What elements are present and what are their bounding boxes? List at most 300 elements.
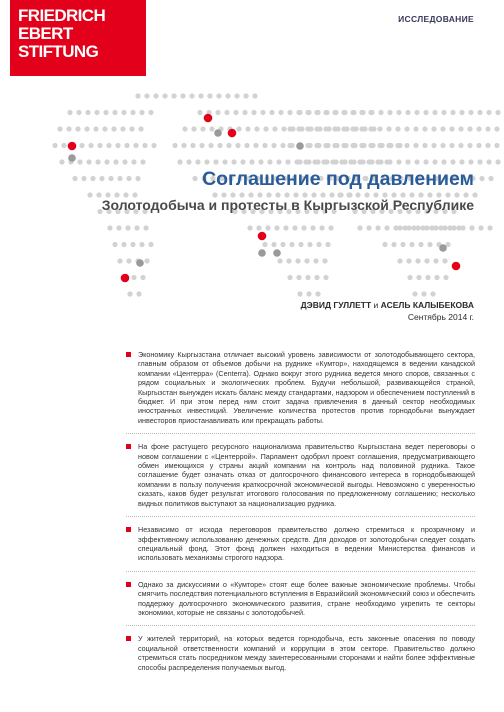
map-dot: [391, 242, 396, 247]
map-dot: [476, 143, 481, 148]
map-dot: [384, 225, 389, 230]
map-dot: [242, 110, 247, 115]
map-dot: [413, 143, 418, 148]
map-dot: [315, 291, 320, 296]
map-dot: [180, 93, 185, 98]
map-dot: [322, 258, 327, 263]
map-dot: [61, 143, 66, 148]
map-dot: [77, 159, 82, 164]
map-dot: [450, 110, 455, 115]
map-dot: [306, 110, 311, 115]
map-dot: [103, 110, 108, 115]
map-dot: [67, 110, 72, 115]
map-dot: [260, 110, 265, 115]
map-dot: [197, 110, 202, 115]
map-dot: [253, 143, 258, 148]
map-dot: [377, 143, 382, 148]
map-dot: [460, 225, 465, 230]
map-dot: [441, 159, 446, 164]
divider: [126, 516, 475, 517]
divider: [126, 433, 475, 434]
map-dot: [182, 126, 187, 131]
map-dot: [467, 126, 472, 131]
map-dot: [121, 242, 126, 247]
map-dot: [234, 93, 239, 98]
author-2: АСЕЛЬ КАЛЫБЕКОВА: [380, 300, 474, 310]
map-dot: [125, 225, 130, 230]
map-dot: [323, 275, 328, 280]
map-dot: [378, 110, 383, 115]
map-dot: [332, 143, 337, 148]
map-dot: [487, 225, 492, 230]
map-dot: [449, 143, 454, 148]
map-dot: [198, 93, 203, 98]
map-accent-dot: [258, 232, 267, 241]
map-dot: [95, 159, 100, 164]
map-accent-dot: [273, 249, 281, 257]
map-dot: [413, 126, 418, 131]
map-dot: [418, 242, 423, 247]
map-dot: [328, 225, 333, 230]
map-dot: [368, 126, 373, 131]
map-dot: [404, 126, 409, 131]
fes-logo: [10, 0, 146, 76]
map-dot: [88, 143, 93, 148]
map-dot: [298, 242, 303, 247]
map-dot: [396, 159, 401, 164]
map-dot: [153, 93, 158, 98]
map-dot: [495, 159, 500, 164]
map-dot: [416, 275, 421, 280]
map-dot: [79, 143, 84, 148]
page-subtitle: Золотодобыча и протесты в Кыргызской Республике: [101, 197, 474, 213]
map-dot: [151, 143, 156, 148]
map-dot: [332, 126, 337, 131]
divider: [126, 625, 475, 626]
map-dot: [477, 159, 482, 164]
map-dot: [162, 93, 167, 98]
map-dot: [366, 225, 371, 230]
map-dot: [314, 275, 319, 280]
bullet-text: Однако за дискуссиями о «Кумторе» стоят еще более важные экономические проблемы. Чтобы смягчить последствия потенциального вступления в Евразийский экономический союз и обеспечить поддержку долгосрочного экономического развития, стране необходимо укрепить те секторы экономики, которые не связаны с золотодобычей.: [138, 579, 476, 617]
map-dot: [341, 126, 346, 131]
map-dot: [107, 225, 112, 230]
map-dot: [124, 143, 129, 148]
map-dot: [287, 275, 292, 280]
map-dot: [469, 225, 474, 230]
map-dot: [236, 126, 241, 131]
map-dot: [360, 159, 365, 164]
map-dot: [139, 242, 144, 247]
map-dot: [292, 225, 297, 230]
map-dot: [57, 126, 62, 131]
map-dot: [136, 291, 141, 296]
map-dot: [386, 143, 391, 148]
map-dot: [195, 159, 200, 164]
map-dot: [243, 93, 248, 98]
map-dot: [66, 126, 71, 131]
map-accent-dot: [204, 114, 213, 123]
map-dot: [314, 126, 319, 131]
map-dot: [415, 258, 420, 263]
summary-bullet-list: [126, 350, 475, 680]
map-dot: [286, 258, 291, 263]
map-dot: [341, 143, 346, 148]
map-dot: [405, 159, 410, 164]
map-dot: [315, 159, 320, 164]
map-dot: [97, 143, 102, 148]
map-dot: [120, 126, 125, 131]
map-dot: [432, 110, 437, 115]
map-dot: [395, 126, 400, 131]
map-dot: [297, 110, 302, 115]
map-dot: [387, 110, 392, 115]
map-dot: [200, 126, 205, 131]
map-dot: [488, 176, 493, 181]
map-dot: [427, 242, 432, 247]
map-dot: [425, 275, 430, 280]
map-dot: [287, 143, 292, 148]
map-dot: [86, 159, 91, 164]
map-dot: [396, 110, 401, 115]
map-dot: [359, 126, 364, 131]
map-dot: [314, 143, 319, 148]
map-dot: [440, 126, 445, 131]
map-dot: [283, 225, 288, 230]
map-dot: [316, 242, 321, 247]
map-accent-dot: [452, 262, 461, 271]
map-dot: [142, 143, 147, 148]
map-dot: [434, 275, 439, 280]
map-dot: [333, 159, 338, 164]
map-dot: [301, 225, 306, 230]
map-dot: [106, 143, 111, 148]
map-dot: [133, 143, 138, 148]
map-dot: [278, 110, 283, 115]
map-dot: [369, 159, 374, 164]
map-dot: [478, 225, 483, 230]
map-dot: [116, 225, 121, 230]
map-dot: [181, 143, 186, 148]
map-dot: [245, 126, 250, 131]
map-dot: [431, 143, 436, 148]
map-dot: [405, 110, 410, 115]
map-dot: [323, 143, 328, 148]
map-dot: [422, 143, 427, 148]
logo-line-3: STIFTUNG: [18, 42, 99, 61]
map-dot: [247, 225, 252, 230]
map-dot: [271, 242, 276, 247]
map-dot: [287, 126, 292, 131]
publication-date: Сентябрь 2014 г.: [407, 312, 474, 322]
map-dot: [395, 143, 400, 148]
map-dot: [189, 93, 194, 98]
map-accent-dot: [214, 129, 222, 137]
map-dot: [274, 225, 279, 230]
logo-line-2: EBERT: [18, 24, 73, 43]
map-dot: [258, 159, 263, 164]
map-dot: [459, 110, 464, 115]
map-dot: [177, 159, 182, 164]
map-dot: [368, 143, 373, 148]
map-dot: [172, 143, 177, 148]
map-dot: [315, 110, 320, 115]
document-type: ИССЛЕДОВАНИЕ: [398, 14, 474, 24]
map-dot: [104, 159, 109, 164]
map-dot: [378, 159, 383, 164]
map-dot: [430, 291, 435, 296]
map-dot: [387, 159, 392, 164]
map-dot: [377, 126, 382, 131]
map-dot: [297, 291, 302, 296]
author-1: ДЭВИД ГУЛЛЕТТ: [300, 300, 372, 310]
map-dot: [138, 126, 143, 131]
map-dot: [216, 93, 221, 98]
map-dot: [495, 110, 500, 115]
map-dot: [424, 258, 429, 263]
map-dot: [449, 126, 454, 131]
bullet-text: Независимо от исхода переговоров правительство должно стремиться к прозрачному и эффективному использованию денежных средств. Для доходов от золотодобычи следует создать специальный фонд. Этот фонд должен находиться в ведении Министерства финансов и использовать механизмы строгого надзора.: [138, 525, 475, 563]
map-dot: [443, 275, 448, 280]
map-dot: [397, 258, 402, 263]
map-dot: [414, 110, 419, 115]
map-dot: [130, 242, 135, 247]
map-dot: [144, 93, 149, 98]
map-dot: [468, 159, 473, 164]
map-dot: [244, 143, 249, 148]
map-accent-dot: [296, 142, 304, 150]
map-dot: [442, 225, 447, 230]
map-dot: [296, 126, 301, 131]
map-dot: [468, 110, 473, 115]
page-title: Соглашение под давлением: [202, 168, 474, 190]
map-dot: [431, 126, 436, 131]
map-dot: [451, 225, 456, 230]
bullet-item: [126, 442, 475, 508]
map-dot: [423, 159, 428, 164]
map-dot: [476, 126, 481, 131]
map-dot: [433, 258, 438, 263]
map-dot: [287, 110, 292, 115]
map-dot: [360, 110, 365, 115]
map-dot: [256, 225, 261, 230]
map-dot: [148, 242, 153, 247]
map-dot: [254, 126, 259, 131]
map-accent-dot: [258, 249, 266, 257]
map-dot: [421, 291, 426, 296]
map-dot: [414, 159, 419, 164]
map-dot: [276, 159, 281, 164]
map-dot: [486, 110, 491, 115]
map-accent-dot: [136, 259, 144, 267]
map-dot: [357, 225, 362, 230]
map-dot: [112, 110, 117, 115]
map-dot: [351, 110, 356, 115]
map-dot: [350, 143, 355, 148]
map-dot: [477, 110, 482, 115]
map-dot: [204, 159, 209, 164]
map-dot: [486, 159, 491, 164]
map-dot: [306, 159, 311, 164]
map-dot: [265, 225, 270, 230]
map-dot: [296, 275, 301, 280]
map-dot: [494, 143, 499, 148]
map-dot: [458, 143, 463, 148]
bullet-item: [126, 525, 475, 563]
map-dot: [375, 225, 380, 230]
bullet-text: У жителей территорий, на которых ведется горнодобыча, есть законные опасения по поводу социальной ответственности компаний и коррупции в этом секторе. Правительство должно стремиться стать посредником между заинтересованными сторонами и найти более эффективные способы распределения получаемых выгод.: [138, 634, 475, 672]
bullet-text: Экономику Кыргызстана отличает высокий уровень зависимости от золотодобывающего сектора, главным образом от объемов добычи на руднике «Кумтор», находящемся в ведении канадской компании «Центерра» (Centerra). Однако вокруг этого рудника ведется много споров, связанных с рядом социальных и экологических проблем. Будучи небольшой, развивающейся страной, Кыргызстан вынужден искать баланс между стандартами, надзором и обеспечением поступлений в бюджет. И при этом перед ним стоит задача привлечения в данный сектор необходимых иностранных инвестиций. Увеличение количества протестов против горнодобычи вынуждает инвесторов приостанавливать или прекращать работы.: [138, 350, 475, 425]
map-dot: [131, 159, 136, 164]
map-dot: [272, 126, 277, 131]
map-dot: [111, 126, 116, 131]
map-dot: [406, 225, 411, 230]
map-dot: [324, 159, 329, 164]
map-dot: [324, 110, 329, 115]
map-dot: [313, 258, 318, 263]
map-dot: [262, 143, 267, 148]
map-dot: [224, 110, 229, 115]
map-dot: [102, 126, 107, 131]
map-dot: [281, 126, 286, 131]
map-dot: [190, 143, 195, 148]
map-dot: [112, 242, 117, 247]
map-dot: [342, 110, 347, 115]
map-dot: [305, 126, 310, 131]
authors: [0, 300, 474, 310]
map-dot: [209, 126, 214, 131]
map-dot: [350, 126, 355, 131]
map-dot: [262, 242, 267, 247]
map-dot: [479, 176, 484, 181]
map-dot: [76, 110, 81, 115]
map-dot: [233, 110, 238, 115]
bullet-item: [126, 350, 475, 425]
map-dot: [285, 159, 290, 164]
map-dot: [467, 143, 472, 148]
map-dot: [144, 258, 149, 263]
map-dot: [307, 242, 312, 247]
map-dot: [143, 225, 148, 230]
map-dot: [130, 110, 135, 115]
map-dot: [222, 159, 227, 164]
map-dot: [122, 159, 127, 164]
bullet-square-icon: [126, 352, 131, 357]
map-dot: [359, 143, 364, 148]
map-dot: [297, 159, 302, 164]
map-dot: [231, 159, 236, 164]
map-dot: [441, 110, 446, 115]
map-dot: [415, 225, 420, 230]
map-dot: [52, 143, 57, 148]
map-dot: [186, 159, 191, 164]
map-dot: [140, 275, 145, 280]
map-dot: [199, 143, 204, 148]
map-dot: [440, 143, 445, 148]
map-dot: [171, 93, 176, 98]
divider: [126, 571, 475, 572]
map-dot: [333, 110, 338, 115]
bullet-square-icon: [126, 444, 131, 449]
map-dot: [323, 126, 328, 131]
map-dot: [113, 159, 118, 164]
dot-world-map-decoration: [0, 88, 504, 304]
logo-line-1: FRIEDRICH: [18, 6, 106, 25]
map-dot: [409, 242, 414, 247]
map-dot: [485, 126, 490, 131]
map-dot: [235, 143, 240, 148]
map-dot: [127, 291, 132, 296]
map-dot: [217, 143, 222, 148]
map-dot: [280, 242, 285, 247]
bullet-square-icon: [126, 527, 131, 532]
map-dot: [131, 275, 136, 280]
bullet-item: [126, 634, 475, 672]
map-dot: [84, 126, 89, 131]
map-dot: [325, 242, 330, 247]
map-dot: [226, 143, 231, 148]
author-conjunction: и: [373, 300, 379, 310]
map-dot: [135, 93, 140, 98]
map-dot: [251, 110, 256, 115]
map-dot: [423, 110, 428, 115]
map-dot: [129, 126, 134, 131]
map-dot: [115, 143, 120, 148]
map-dot: [400, 242, 405, 247]
map-dot: [267, 159, 272, 164]
map-dot: [225, 93, 230, 98]
map-dot: [59, 159, 64, 164]
map-dot: [263, 126, 268, 131]
map-dot: [85, 110, 90, 115]
map-dot: [342, 159, 347, 164]
map-dot: [494, 126, 499, 131]
map-dot: [386, 126, 391, 131]
map-dot: [121, 110, 126, 115]
map-dot: [458, 126, 463, 131]
map-dot: [412, 291, 417, 296]
map-dot: [93, 126, 98, 131]
map-accent-dot: [68, 142, 77, 151]
bullet-text: На фоне растущего ресурсного национализма правительство Кыргызстана ведет переговоры о новом соглашении с «Центеррой». Парламент одобрил проект соглашения, предусматривающего обмен имеющихся у страны акций компании на контроль над половиной рудника. Такое соглашение будет означать отказ от долгосрочного финансового интереса в горнодобывающей компании в пользу получения краткосрочной экономической выгоды. Невозможно с уверенностью сказать, каков будет результат итогового голосования по предложенному соглашению; несколько видных политиков выступают за национализацию рудника.: [138, 442, 475, 508]
map-dot: [94, 110, 99, 115]
map-dot: [319, 225, 324, 230]
map-accent-dot: [121, 274, 130, 283]
map-dot: [432, 159, 437, 164]
map-dot: [485, 143, 490, 148]
map-dot: [213, 159, 218, 164]
map-dot: [191, 126, 196, 131]
map-dot: [397, 225, 402, 230]
map-dot: [134, 225, 139, 230]
map-dot: [126, 258, 131, 263]
map-dot: [289, 242, 294, 247]
map-dot: [351, 159, 356, 164]
map-dot: [442, 258, 447, 263]
map-dot: [277, 258, 282, 263]
map-accent-dot: [228, 129, 237, 138]
map-dot: [450, 159, 455, 164]
map-dot: [269, 110, 274, 115]
map-dot: [148, 110, 153, 115]
map-dot: [433, 225, 438, 230]
bullet-square-icon: [126, 636, 131, 641]
map-dot: [459, 159, 464, 164]
map-dot: [305, 143, 310, 148]
map-dot: [382, 242, 387, 247]
map-dot: [295, 258, 300, 263]
map-accent-dot: [68, 154, 76, 162]
